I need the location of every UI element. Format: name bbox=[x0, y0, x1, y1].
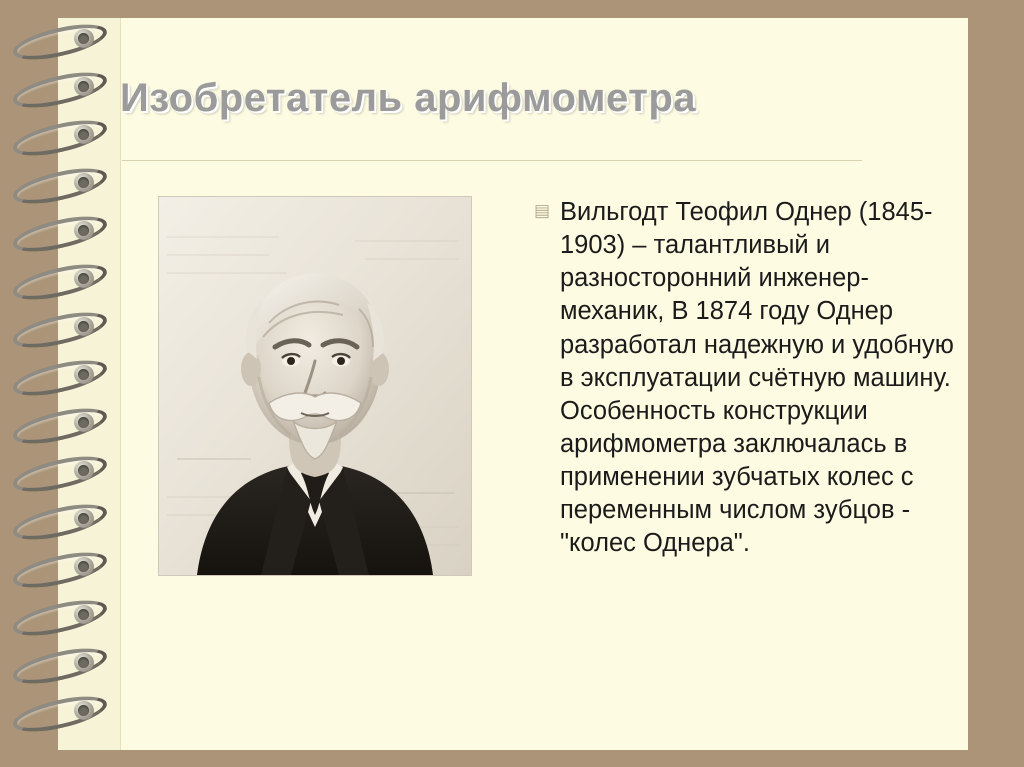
spiral-ring bbox=[12, 602, 108, 628]
spiral-ring bbox=[12, 74, 108, 100]
spiral-ring bbox=[12, 266, 108, 292]
spiral-ring bbox=[12, 650, 108, 676]
spiral-ring bbox=[12, 506, 108, 532]
spiral-ring bbox=[12, 410, 108, 436]
bullet-item bbox=[534, 196, 954, 561]
spiral-ring bbox=[12, 122, 108, 148]
spiral-ring bbox=[12, 314, 108, 340]
spiral-ring bbox=[12, 170, 108, 196]
spiral-ring bbox=[12, 698, 108, 724]
content-block bbox=[534, 196, 954, 561]
spiral-ring bbox=[12, 458, 108, 484]
spiral-ring bbox=[12, 554, 108, 580]
spiral-binding bbox=[8, 26, 128, 746]
spiral-ring bbox=[12, 362, 108, 388]
portrait-photo bbox=[158, 196, 472, 576]
document-bullet-icon: ▤ bbox=[534, 201, 551, 220]
bullet-text: Вильгодт Теофил Однер (1845-1903) – талантливый и разносторонний инженер-механик, В 1874 году Однер разработал надежную и удобную в эксплуатации счётную машину. Особенность конструкции арифмометра заключалась в применении зубчатых колес с переменным числом зубцов - "колес Однера". bbox=[560, 198, 954, 558]
spiral-ring bbox=[12, 218, 108, 244]
title-divider bbox=[122, 160, 862, 161]
slide-title: Изобретатель арифмометра bbox=[120, 76, 697, 120]
spiral-ring bbox=[12, 26, 108, 52]
